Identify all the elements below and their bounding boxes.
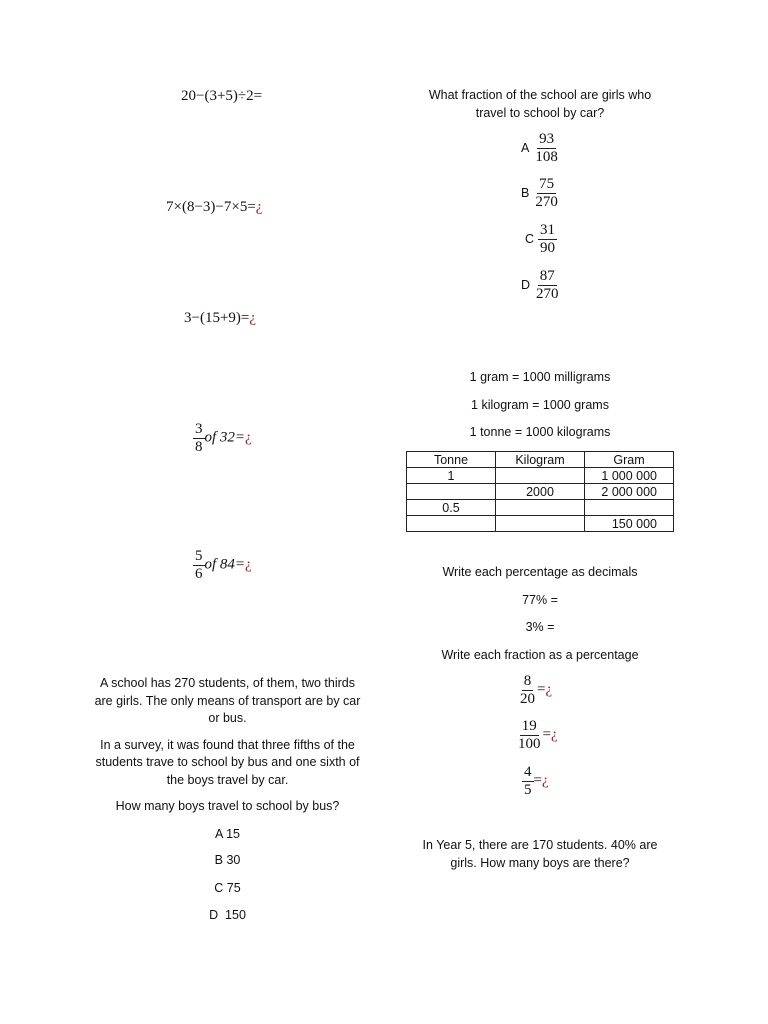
column-header-gram: Gram [585, 452, 674, 468]
table-cell[interactable] [496, 500, 585, 516]
equals-sign: = [542, 726, 551, 743]
table-row [407, 468, 674, 484]
answer-placeholder: ¿ [245, 429, 252, 446]
expression-5-text: of 84= [204, 556, 246, 573]
column-header-kilogram: Kilogram [496, 452, 585, 468]
fraction-numerator: 31 [540, 222, 556, 238]
expression-3 [184, 310, 256, 327]
table-cell[interactable] [407, 516, 496, 532]
expression-2 [166, 199, 262, 216]
table-cell[interactable]: 0.5 [407, 500, 496, 516]
table-cell[interactable]: 150 000 [585, 516, 674, 532]
option-fraction [533, 176, 560, 211]
table-cell[interactable] [585, 500, 674, 516]
fraction-option-c [525, 222, 557, 257]
fraction-to-percent-3 [522, 764, 549, 799]
fraction-question [415, 87, 665, 122]
fraction-numerator: 93 [539, 131, 555, 147]
fraction-denominator: 5 [524, 781, 532, 798]
year5-question-text: In Year 5, there are 170 students. 40% are girls. How many boys are there? [422, 838, 658, 870]
option-a: A 15 [214, 826, 241, 841]
column-header-tonne: Tonne [407, 452, 496, 468]
fraction-19-100 [516, 718, 543, 753]
table-row [407, 500, 674, 516]
option-label: D [521, 278, 531, 293]
percentage-3: 3% = [525, 620, 555, 634]
decimals-heading: Write each percentage as decimals [442, 565, 638, 579]
table-cell[interactable]: 1 [407, 468, 496, 484]
option-fraction [538, 222, 557, 257]
expression-4-text: of 32= [204, 429, 246, 446]
conversion-gram: 1 gram = 1000 milligrams [469, 370, 611, 384]
year5-question [415, 837, 665, 872]
school-transport-problem [90, 675, 365, 925]
percentage-77: 77% = [522, 592, 558, 607]
fraction-denominator: 6 [195, 565, 203, 582]
problem-question: How many boys travel to school by bus? [115, 799, 340, 813]
answer-placeholder: ¿ [545, 681, 553, 698]
fraction-denominator: 108 [535, 148, 558, 165]
decimals-section [415, 564, 665, 664]
conversion-table [406, 451, 674, 532]
expression-2-text: 7×(8−3)−7×5= [166, 199, 256, 215]
option-fraction [534, 268, 561, 303]
fraction-denominator: 100 [518, 735, 541, 752]
table-cell[interactable] [407, 484, 496, 500]
fraction-denominator: 270 [536, 285, 559, 302]
table-cell[interactable] [496, 516, 585, 532]
fraction-denominator: 20 [520, 690, 535, 707]
fraction-option-b [521, 176, 560, 211]
table-header-row [407, 452, 674, 468]
fraction-4-5 [522, 764, 534, 799]
equals-sign: = [533, 772, 542, 789]
fraction-denominator: 8 [195, 438, 203, 455]
fraction-numerator: 75 [539, 176, 555, 192]
option-fraction [533, 131, 560, 166]
fraction-3-8 [193, 421, 205, 456]
fraction-to-percent-1 [518, 673, 552, 708]
fraction-numerator: 8 [523, 673, 532, 689]
fraction-numerator: 5 [195, 548, 203, 564]
table-cell[interactable]: 2 000 000 [585, 484, 674, 500]
expression-1 [181, 88, 262, 105]
fraction-8-20 [518, 673, 537, 708]
problem-paragraph-1: A school has 270 students, of them, two thirds are girls. The only means of transport are by car or bus. [94, 676, 361, 725]
table-row [407, 484, 674, 500]
answer-placeholder: ¿ [541, 772, 549, 789]
option-c: C 75 [214, 880, 241, 895]
answer-placeholder: ¿ [255, 199, 263, 215]
answer-placeholder: ¿ [249, 310, 257, 326]
fraction-numerator: 3 [195, 421, 203, 437]
expression-1-text: 20−(3+5)÷2= [181, 88, 263, 104]
fraction-option-a [521, 131, 560, 166]
option-label: A [521, 141, 530, 156]
expression-5 [193, 548, 252, 583]
option-d: D 150 [209, 908, 246, 922]
option-label: C [525, 232, 535, 247]
fraction-5-6 [193, 548, 205, 583]
conversion-kilogram: 1 kilogram = 1000 grams [471, 397, 609, 412]
table-cell[interactable]: 2000 [496, 484, 585, 500]
equals-sign: = [537, 681, 546, 698]
table-cell[interactable]: 1 000 000 [585, 468, 674, 484]
fraction-numerator: 19 [521, 718, 537, 734]
fraction-question-text: What fraction of the school are girls who travel to school by car? [428, 88, 652, 120]
fraction-option-d [521, 268, 561, 303]
unit-conversions [415, 369, 665, 442]
table-cell[interactable] [496, 468, 585, 484]
table-row [407, 516, 674, 532]
expression-4 [193, 421, 252, 456]
conversion-tonne: 1 tonne = 1000 kilograms [469, 425, 611, 439]
option-b: B 30 [214, 853, 241, 867]
answer-placeholder: ¿ [245, 556, 252, 573]
problem-paragraph-2: In a survey, it was found that three fifths of the students trave to school by bus and one sixth of the boys travel by car. [95, 737, 360, 787]
fraction-denominator: 90 [540, 239, 556, 256]
option-label: B [521, 186, 530, 201]
fraction-to-percent-2 [516, 718, 558, 753]
fraction-denominator: 270 [535, 193, 558, 210]
expression-3-text: 3−(15+9)= [184, 310, 250, 326]
answer-placeholder: ¿ [550, 726, 558, 743]
percent-heading: Write each fraction as a percentage [441, 647, 639, 662]
fraction-numerator: 4 [524, 764, 532, 780]
fraction-numerator: 87 [539, 268, 555, 284]
